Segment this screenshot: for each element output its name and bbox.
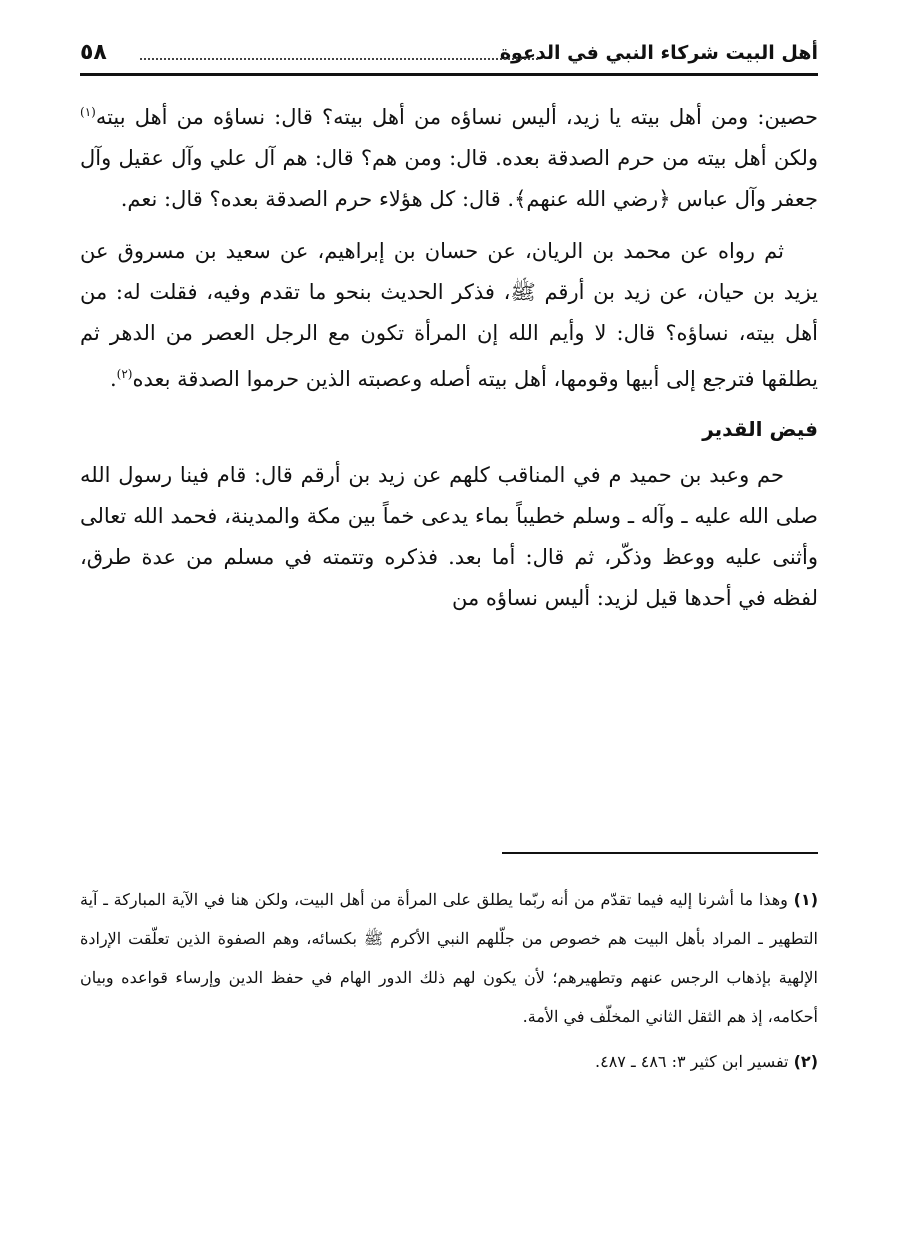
running-title: أهل البيت شركاء النبي في الدعوة	[499, 42, 818, 64]
footnotes	[80, 880, 818, 1087]
paragraph-3: حم وعبد بن حميد م في المناقب كلهم عن زيد بن أرقم قال: قام فينا رسول الله صلى الله عليه ـ وآله ـ وسلم خطيباً بماء يدعى خماً بين مكة والمدينة، فحمد الله تعالى وأثنى عليه ووعظ وذكّر، ثم قال: أما بعد. فذكره وتتمته في مسلم من عدة طرق، لفظه في أحدها قيل لزيد: أليس نساؤه من	[80, 463, 818, 610]
footnote-ref-1: (١)	[80, 105, 96, 119]
section-heading: فيض القدير	[702, 417, 818, 441]
page-number: ٥٨	[80, 40, 107, 65]
footnote-text: وهذا ما أشرنا إليه فيما تقدّم من أنه ربّما يطلق على المرأة من أهل البيت، ولكن هنا في الآية المباركة ـ آية التطهير ـ المراد بأهل البيت هم خصوص من جلّلهم النبي الأكرم ﷺ بكسائه، وهم الصفوة الذين تعلّقت الإرادة الإلهية بإذهاب الرجس عنهم وتطهيرهم؛ لأن يكون لهم ذلك الدور الهام في حفظ الدين وإرساء قواعده وبيان أحكامه، إذ هم الثقل الثاني المخلّف في الأمة.	[80, 890, 818, 1026]
paragraph-2: ثم رواه عن محمد بن الريان، عن حسان بن إبراهيم، عن سعيد بن مسروق عن يزيد بن حيان، عن زيد بن أرقم ﷺ، فذكر الحديث بنحو ما تقدم وفيه، فقلت له: من أهل بيته، نساؤه؟ قال: لا وأيم الله إن المرأة تكون مع الرجل العصر من الدهر ثم يطلقها فترجع إلى أبيها وقومها، أهل بيته أصله وعصبته الذين حرموا الصدقة بعده$^{(٢)}$.	[80, 239, 818, 391]
footnote-number: (١)	[793, 890, 818, 909]
page-header	[80, 36, 818, 72]
footnote-separator	[502, 852, 818, 854]
footnote-ref-2: (٢)	[116, 367, 133, 381]
main-text	[80, 92, 818, 630]
header-rule	[80, 73, 818, 76]
footnote-1	[80, 880, 818, 1036]
footnote-text: تفسير ابن كثير ٣: ٤٨٦ ـ ٤٨٧.	[595, 1052, 789, 1071]
paragraph-1: حصين: ومن أهل بيته يا زيد، أليس نساؤه من أهل بيته؟ قال: نساؤه من أهل بيته$^{(١)}$ ولكن أهل بيته من حرم الصدقة بعده. قال: ومن هم؟ قال: هم آل علي وآل عقيل وآل جعفر وآل عباس ﴿رضي الله عنهم﴾. قال: كل هؤلاء حرم الصدقة بعده؟ قال: نعم.	[80, 105, 818, 211]
footnote-2	[80, 1042, 818, 1081]
footnote-number: (٢)	[793, 1052, 818, 1071]
header-dot-leader	[140, 58, 538, 60]
